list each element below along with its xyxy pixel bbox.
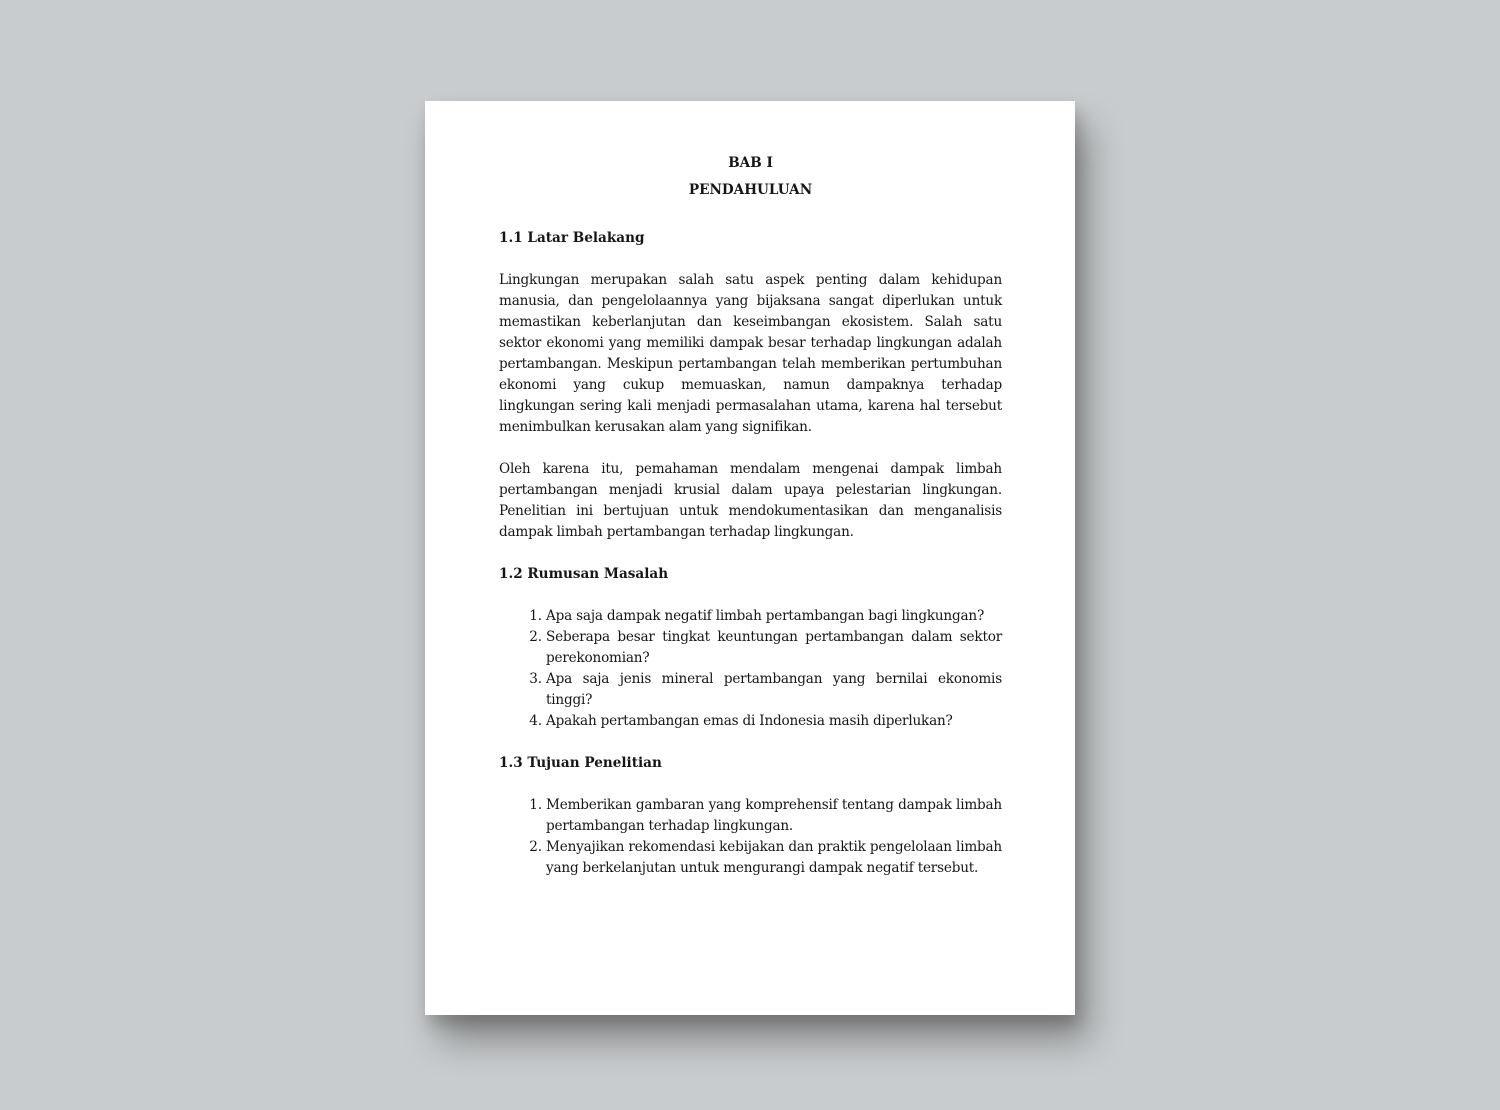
paragraph-latar-1: Lingkungan merupakan salah satu aspek penting dalam kehidupan manusia, dan pengelolaannya yang bijaksana sangat diperlukan untuk memastikan keberlanjutan dan keseimbangan ekosistem. Salah satu sektor ekonomi yang memiliki dampak besar terhadap lingkungan adalah pertambangan. Meskipun pertambangan telah memberikan pertumbuhan ekonomi yang cukup memuaskan, namun dampaknya terhadap lingkungan sering kali menjadi permasalahan utama, karena hal tersebut menimbulkan kerusakan alam yang signifikan. [499,272,1002,435]
section-heading-latar-belakang: 1.1 Latar Belakang [499,230,645,246]
list-item: 1. Apa saja dampak negatif limbah pertambangan bagi lingkungan? [546,606,1002,627]
list-item: 4. Apakah pertambangan emas di Indonesia masih diperlukan? [546,711,1002,732]
list-tujuan-penelitian [499,795,1002,879]
list-item: 2. Seberapa besar tingkat keuntungan pertambangan dalam sektor perekonomian? [546,627,1002,669]
chapter-number: BAB I [728,155,773,171]
section-heading-tujuan-penelitian: 1.3 Tujuan Penelitian [499,755,662,771]
list-rumusan-masalah [499,606,1002,732]
list-item: 3. Apa saja jenis mineral pertambangan yang bernilai ekonomis tinggi? [546,669,1002,711]
page-content [499,153,1002,879]
list-item: 2. Menyajikan rekomendasi kebijakan dan praktik pengelolaan limbah yang berkelanjutan untuk mengurangi dampak negatif tersebut. [546,837,1002,879]
chapter-title: PENDAHULUAN [688,182,813,198]
section-heading-rumusan-masalah: 1.2 Rumusan Masalah [499,566,669,582]
document-page [425,101,1075,1015]
paragraph-latar-2: Oleh karena itu, pemahaman mendalam mengenai dampak limbah pertambangan menjadi krusial dalam upaya pelestarian lingkungan. Penelitian ini bertujuan untuk mendokumentasikan dan menganalisis dampak limbah pertambangan terhadap lingkungan. [499,461,1002,540]
list-item: 1. Memberikan gambaran yang komprehensif tentang dampak limbah pertambangan terhadap lingkungan. [546,795,1002,837]
